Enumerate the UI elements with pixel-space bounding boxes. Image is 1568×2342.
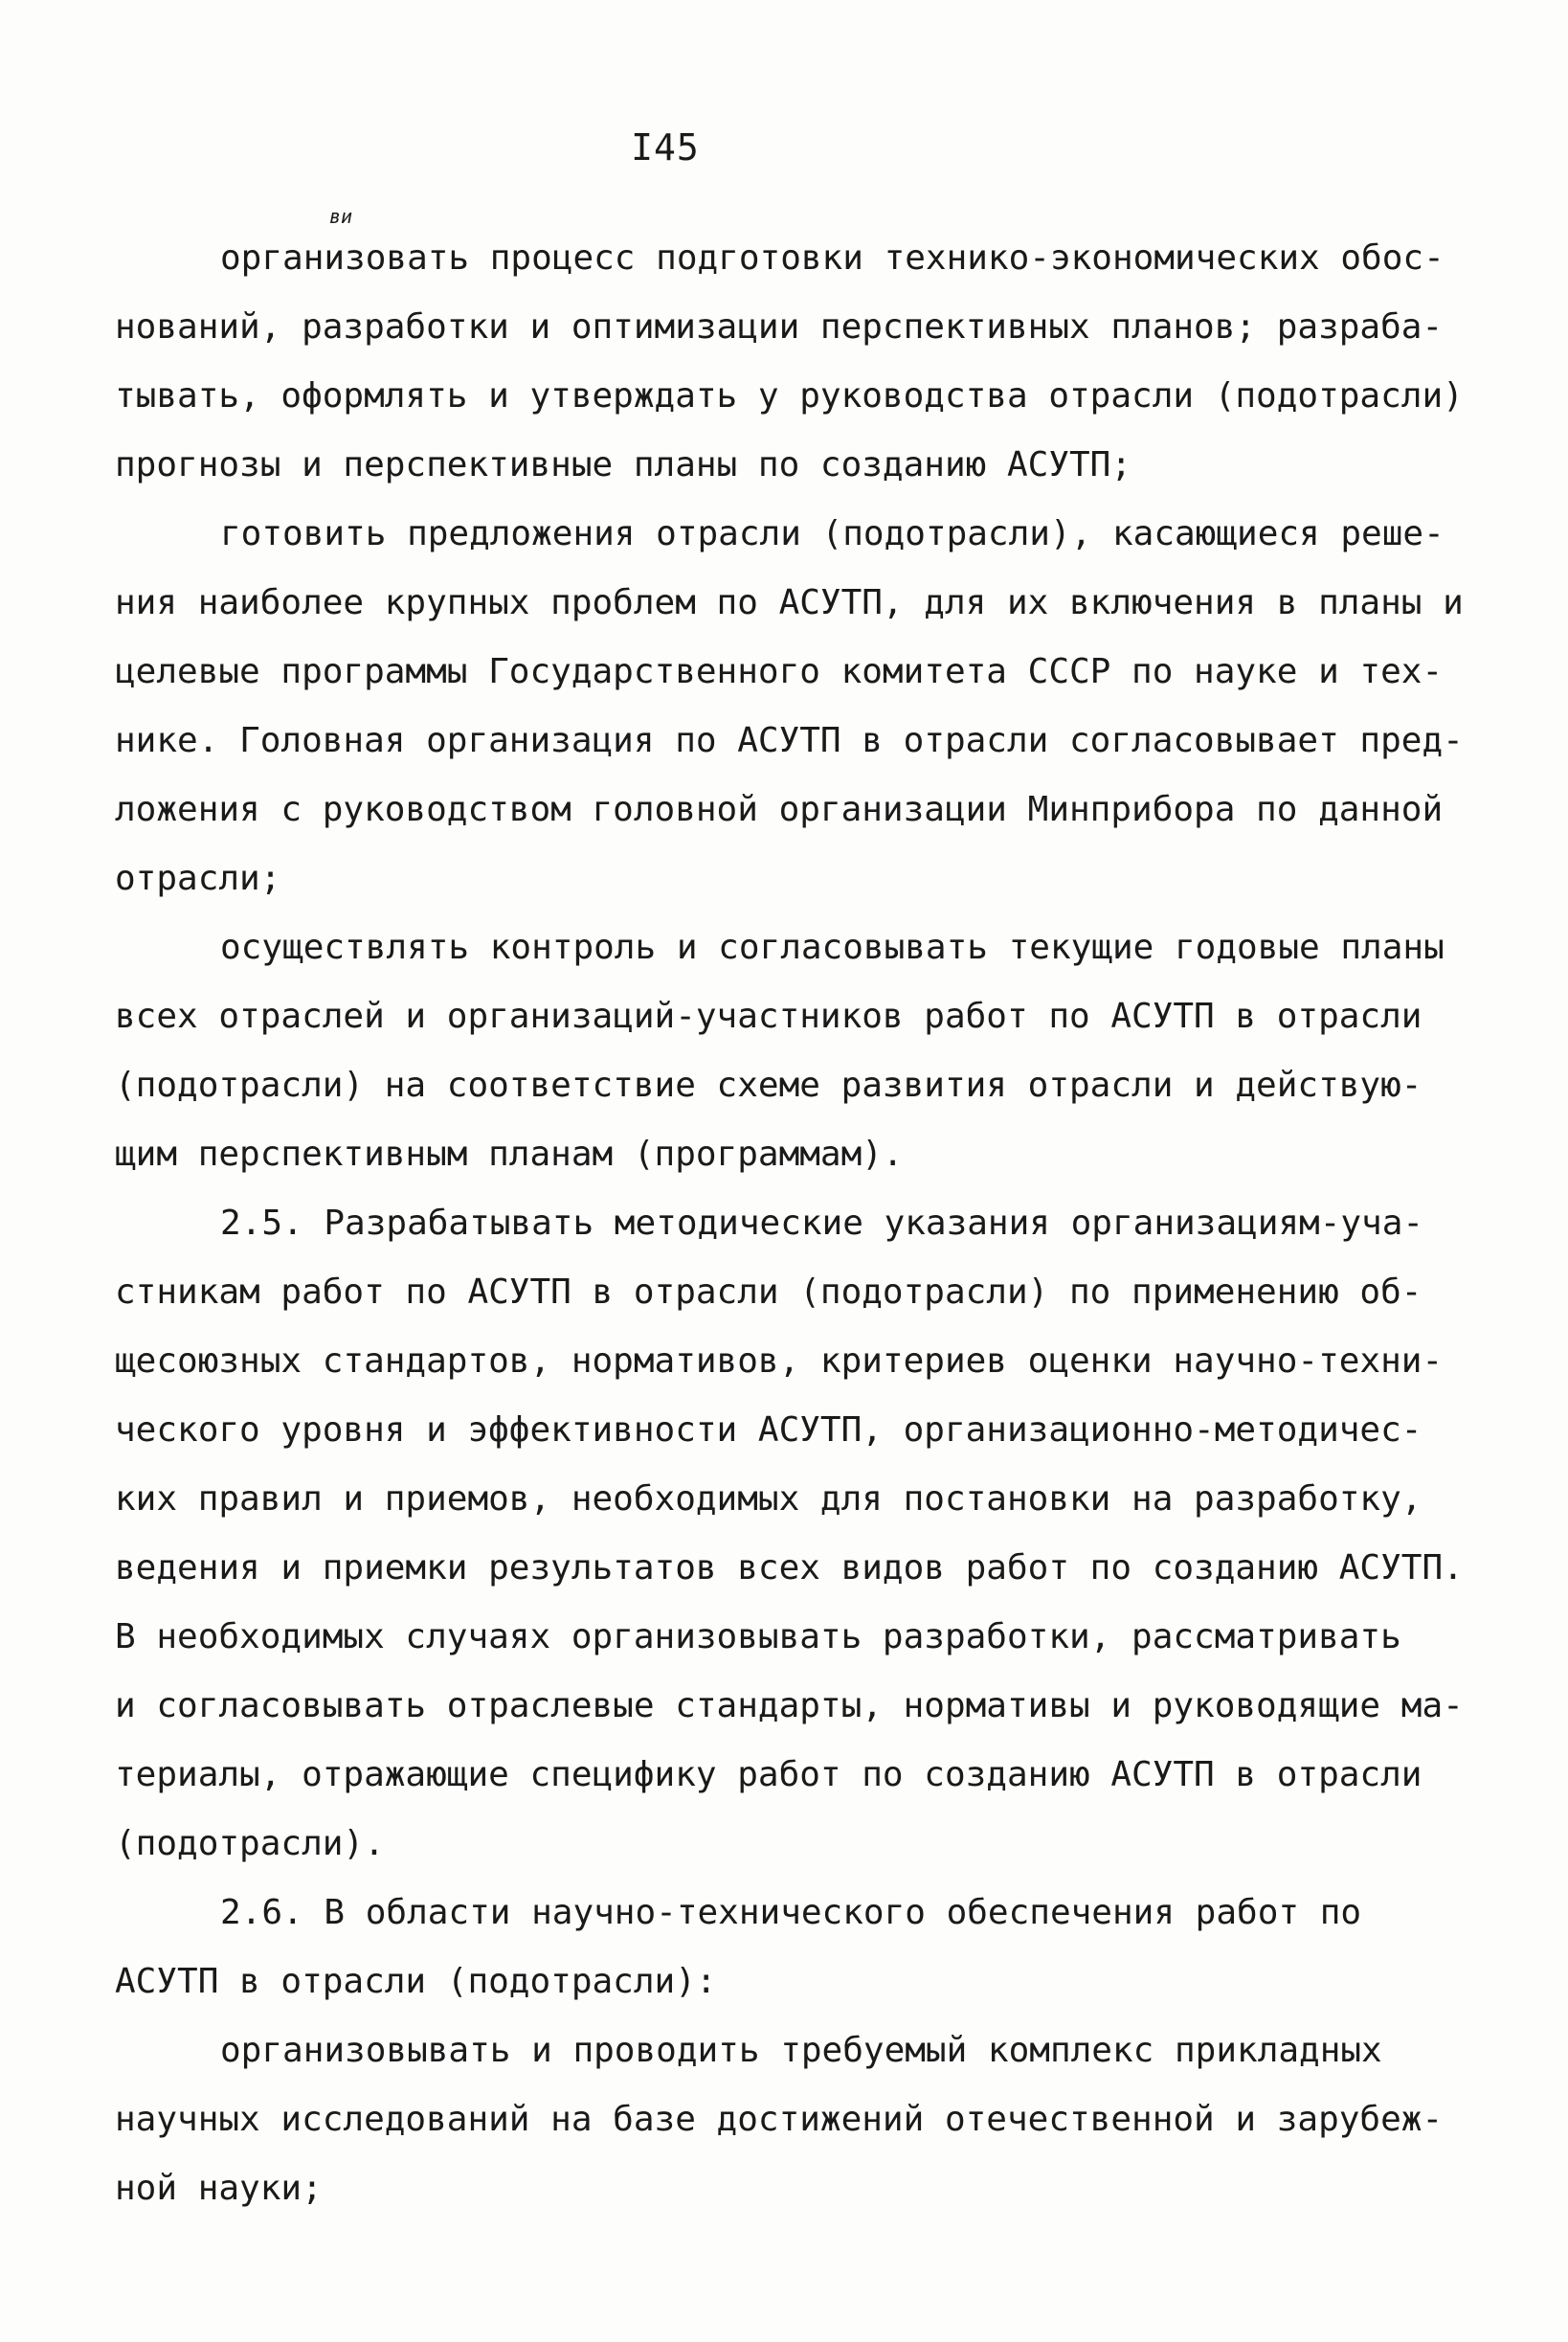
text-line: териалы, отражающие специфику работ по созданию АСУТП в отрасли	[115, 1755, 1422, 1794]
text-line: (подотрасли).	[115, 1824, 385, 1863]
text-line: ной науки;	[115, 2169, 323, 2208]
paragraph-organize-process	[115, 224, 1493, 500]
text-line: стникам работ по АСУТП в отрасли (подотрасли) по применению об-	[115, 1272, 1422, 1312]
text-line: нований, разработки и оптимизации перспективных планов; разраба-	[115, 307, 1444, 347]
text-line: нике. Головная организация по АСУТП в отрасли согласовывает пред-	[115, 721, 1464, 760]
text-line: (подотрасли) на соответствие схеме развития отрасли и действую-	[115, 1066, 1422, 1105]
text-line: научных исследований на базе достижений отечественной и зарубеж-	[115, 2100, 1444, 2139]
text-line: ложения с руководством головной организации Минприбора по данной	[115, 790, 1444, 829]
text-line: организовать процесс подготовки технико-экономических обос-	[220, 238, 1445, 278]
page-number: I45	[631, 126, 700, 169]
handwritten-correction: ви	[329, 205, 353, 228]
paragraph-section-2-5	[115, 1189, 1493, 1879]
paragraph-prepare-proposals	[115, 500, 1493, 913]
text-line: и согласовывать отраслевые стандарты, нормативы и руководящие ма-	[115, 1686, 1464, 1725]
document-body	[115, 224, 1493, 2223]
paragraph-section-2-6	[115, 1879, 1493, 2016]
text-line: АСУТП в отрасли (подотрасли):	[115, 1962, 717, 2001]
text-line: осуществлять контроль и согласовывать текущие годовые планы	[220, 928, 1445, 967]
text-line: ческого уровня и эффективности АСУТП, организационно-методичес-	[115, 1410, 1422, 1450]
text-line: отрасли;	[115, 859, 281, 898]
text-line: В необходимых случаях организовывать разработки, рассматривать	[115, 1617, 1401, 1656]
text-line: ведения и приемки результатов всех видов работ по созданию АСУТП.	[115, 1548, 1464, 1588]
text-line: готовить предложения отрасли (подотрасли), касающиеся реше-	[220, 514, 1445, 553]
text-line: 2.6. В области научно-технического обеспечения работ по	[220, 1893, 1362, 1932]
text-line: ния наиболее крупных проблем по АСУТП, для их включения в планы и	[115, 583, 1464, 622]
text-line: целевые программы Государственного комитета СССР по науке и тех-	[115, 652, 1444, 691]
paragraph-research	[115, 2016, 1493, 2223]
text-line: прогнозы и перспективные планы по созданию АСУТП;	[115, 445, 1132, 484]
paragraph-control-plans	[115, 913, 1493, 1189]
text-line: тывать, оформлять и утверждать у руководства отрасли (подотрасли)	[115, 376, 1464, 416]
text-line: ких правил и приемов, необходимых для постановки на разработку,	[115, 1479, 1422, 1519]
text-line: организовывать и проводить требуемый комплекс прикладных	[220, 2031, 1382, 2070]
text-line: всех отраслей и организаций-участников работ по АСУТП в отрасли	[115, 997, 1422, 1036]
text-line: 2.5. Разрабатывать методические указания организациям-уча-	[220, 1204, 1424, 1243]
text-line: щим перспективным планам (программам).	[115, 1135, 904, 1174]
text-line: щесоюзных стандартов, нормативов, критериев оценки научно-техни-	[115, 1341, 1444, 1381]
